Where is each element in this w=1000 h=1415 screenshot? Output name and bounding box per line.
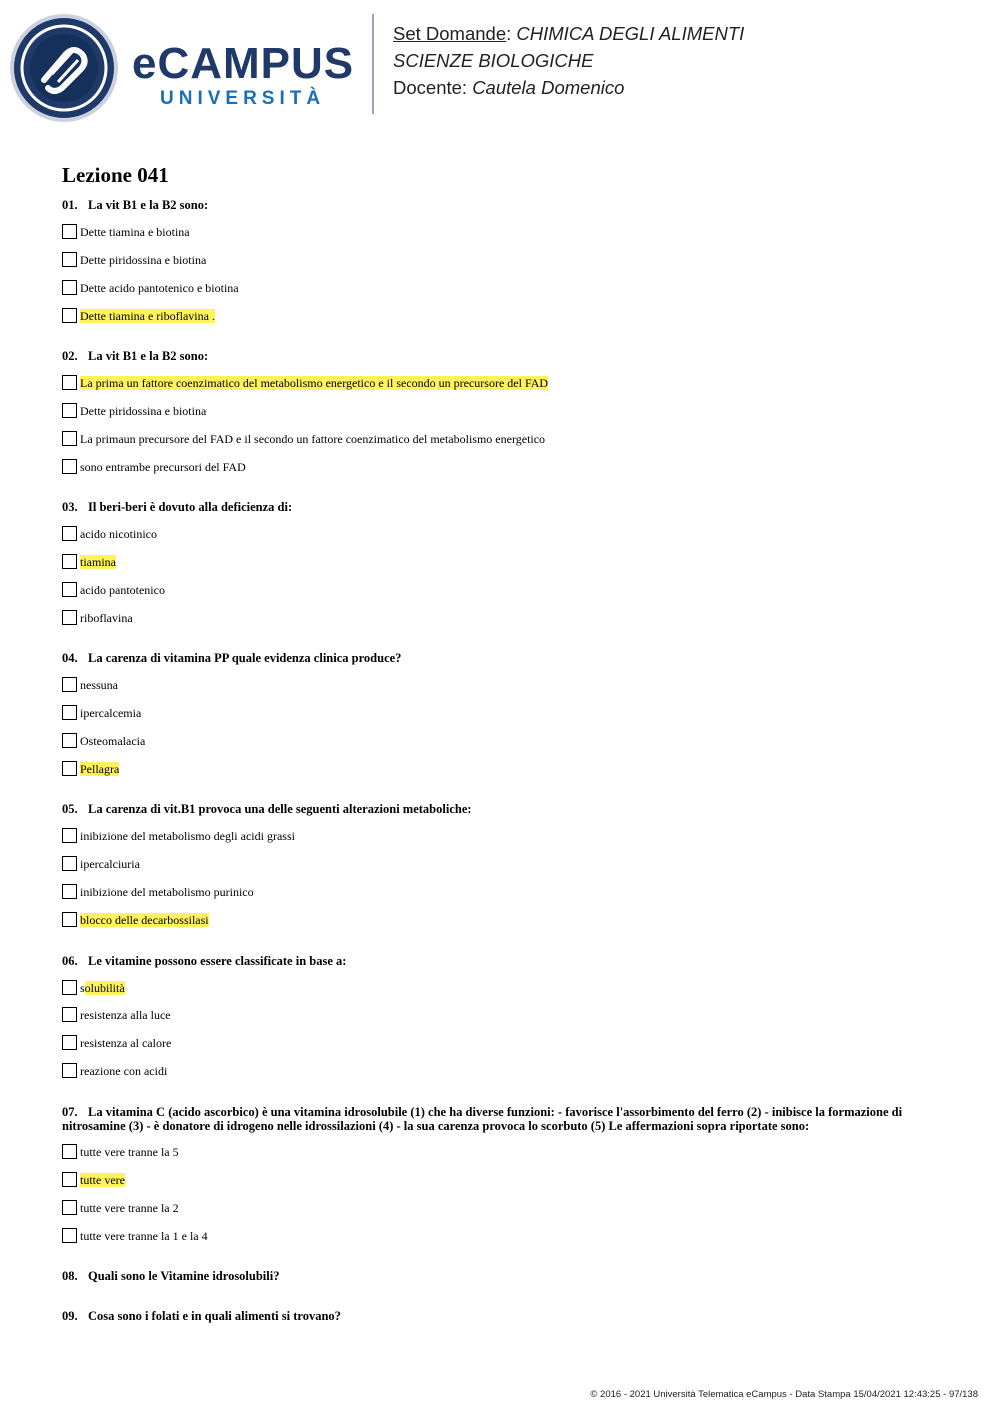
question-text: La vitamina C (acido ascorbico) è una vitamina idrosolubile (1) che ha diverse funzioni: - favorisce l'assorbimento del ferro (2) - inibisce la formazione di nitrosamine (3) - è donatore di idrogeno nelle idrossilazioni (4) - la sua carenza provoca lo scorbuto (5) Le affermazioni sopra riportate sono: bbox=[62, 1105, 903, 1133]
answer-option[interactable] bbox=[62, 582, 165, 598]
option-text: ipercalcemia bbox=[80, 706, 142, 720]
question-text: La carenza di vitamina PP quale evidenza clinica produce? bbox=[88, 651, 402, 665]
option-text: inibizione del metabolismo degli acidi grassi bbox=[80, 829, 295, 843]
option-text: inibizione del metabolismo purinico bbox=[80, 885, 254, 899]
question-text: Il beri-beri è dovuto alla deficienza di: bbox=[88, 500, 293, 514]
option-text: riboflavina bbox=[80, 611, 133, 625]
answer-option[interactable] bbox=[62, 1063, 167, 1079]
checkbox[interactable] bbox=[62, 582, 77, 597]
answer-option[interactable] bbox=[62, 1007, 171, 1023]
option-text: nessuna bbox=[80, 678, 118, 692]
answer-option[interactable] bbox=[62, 1144, 179, 1160]
answer-option[interactable] bbox=[62, 459, 246, 475]
question-text: La carenza di vit.B1 provoca una delle seguenti alterazioni metaboliche: bbox=[88, 802, 472, 816]
option-text: resistenza alla luce bbox=[80, 1008, 171, 1022]
page-header bbox=[0, 0, 1000, 130]
option-text-highlighted: tutte vere bbox=[80, 1173, 125, 1187]
answer-option[interactable] bbox=[62, 705, 141, 721]
checkbox[interactable] bbox=[62, 224, 77, 239]
set-label: Set Domande bbox=[393, 23, 507, 44]
option-text: sono entrambe precursori del FAD bbox=[80, 460, 246, 474]
checkbox[interactable] bbox=[62, 912, 77, 927]
lesson-title: Lezione 041 bbox=[62, 163, 169, 187]
question bbox=[62, 1105, 942, 1133]
ecampus-logo-icon bbox=[14, 18, 114, 118]
question-number: 04. bbox=[62, 651, 78, 665]
checkbox[interactable] bbox=[62, 761, 77, 776]
question-text: Cosa sono i folati e in quali alimenti si trovano? bbox=[88, 1309, 341, 1323]
option-text: acido pantotenico bbox=[80, 583, 165, 597]
question-number: 02. bbox=[62, 349, 78, 363]
answer-option[interactable] bbox=[62, 431, 545, 447]
answer-option[interactable] bbox=[62, 761, 119, 777]
answer-option[interactable] bbox=[62, 554, 116, 570]
option-text-prefix: s bbox=[80, 981, 85, 995]
checkbox[interactable] bbox=[62, 459, 77, 474]
checkbox[interactable] bbox=[62, 252, 77, 267]
checkbox[interactable] bbox=[62, 1172, 77, 1187]
answer-option[interactable] bbox=[62, 733, 145, 749]
question bbox=[62, 349, 942, 363]
answer-option[interactable] bbox=[62, 1035, 171, 1051]
answer-option[interactable] bbox=[62, 912, 209, 928]
answer-option[interactable] bbox=[62, 856, 140, 872]
checkbox[interactable] bbox=[62, 1144, 77, 1159]
option-text: reazione con acidi bbox=[80, 1064, 168, 1078]
question-text: Quali sono le Vitamine idrosolubili? bbox=[88, 1269, 280, 1283]
checkbox[interactable] bbox=[62, 1228, 77, 1243]
checkbox[interactable] bbox=[62, 884, 77, 899]
answer-option[interactable] bbox=[62, 884, 254, 900]
answer-option[interactable] bbox=[62, 677, 118, 693]
checkbox[interactable] bbox=[62, 375, 77, 390]
option-text-highlighted: tiamina bbox=[80, 555, 116, 569]
answer-option[interactable] bbox=[62, 610, 133, 626]
answer-option[interactable] bbox=[62, 403, 206, 419]
option-text: ipercalciuria bbox=[80, 857, 140, 871]
question-number: 05. bbox=[62, 802, 78, 816]
question bbox=[62, 1269, 942, 1283]
question bbox=[62, 651, 942, 665]
question-text: La vit B1 e la B2 sono: bbox=[88, 349, 209, 363]
checkbox[interactable] bbox=[62, 1035, 77, 1050]
checkbox[interactable] bbox=[62, 1200, 77, 1215]
option-text: acido nicotinico bbox=[80, 527, 157, 541]
option-text: La primaun precursore del FAD e il secondo un fattore coenzimatico del metabolismo energetico bbox=[80, 432, 546, 446]
header-divider bbox=[372, 14, 374, 114]
answer-option[interactable] bbox=[62, 252, 206, 268]
question-text: La vit B1 e la B2 sono: bbox=[88, 198, 209, 212]
checkbox[interactable] bbox=[62, 526, 77, 541]
option-text: Dette tiamina e biotina bbox=[80, 225, 190, 239]
answer-option[interactable] bbox=[62, 308, 215, 324]
option-text: tutte vere tranne la 1 e la 4 bbox=[80, 1229, 208, 1243]
checkbox[interactable] bbox=[62, 705, 77, 720]
option-text: Dette acido pantotenico e biotina bbox=[80, 281, 239, 295]
question-number: 06. bbox=[62, 954, 78, 968]
set-line: Set Domande: CHIMICA DEGLI ALIMENTI bbox=[393, 23, 745, 44]
checkbox[interactable] bbox=[62, 1007, 77, 1022]
option-text: Osteomalacia bbox=[80, 734, 146, 748]
checkbox[interactable] bbox=[62, 1063, 77, 1078]
question bbox=[62, 802, 942, 816]
option-text: resistenza al calore bbox=[80, 1036, 172, 1050]
checkbox[interactable] bbox=[62, 308, 77, 323]
option-text-highlighted: Dette tiamina e riboflavina . bbox=[80, 309, 215, 323]
question-number: 09. bbox=[62, 1309, 78, 1323]
teacher-label: Docente: bbox=[393, 77, 468, 98]
question-text: Le vitamine possono essere classificate in base a: bbox=[88, 954, 347, 968]
answer-option[interactable] bbox=[62, 1172, 125, 1188]
question bbox=[62, 1309, 942, 1323]
checkbox[interactable] bbox=[62, 733, 77, 748]
question bbox=[62, 198, 942, 212]
checkbox[interactable] bbox=[62, 677, 77, 692]
checkbox[interactable] bbox=[62, 403, 77, 418]
set-title: CHIMICA DEGLI ALIMENTI bbox=[516, 23, 745, 44]
page-footer: © 2016 - 2021 Università Telematica eCampus - Data Stampa 15/04/2021 12:43:25 - 97/138 bbox=[590, 1389, 978, 1400]
course-line bbox=[393, 50, 593, 72]
checkbox[interactable] bbox=[62, 431, 77, 446]
answer-option[interactable] bbox=[62, 1200, 179, 1216]
answer-option[interactable] bbox=[62, 828, 295, 844]
checkbox[interactable] bbox=[62, 828, 77, 843]
option-text-highlighted: blocco delle decarbossilasi bbox=[80, 913, 209, 927]
option-text-highlighted: La prima un fattore coenzimatico del metabolismo energetico e il secondo un precursore del FAD bbox=[80, 376, 549, 390]
answer-option[interactable] bbox=[62, 980, 125, 996]
question bbox=[62, 500, 942, 514]
option-text-highlighted: Pellagra bbox=[80, 762, 120, 776]
question-number: 03. bbox=[62, 500, 78, 514]
checkbox[interactable] bbox=[62, 610, 77, 625]
answer-option[interactable] bbox=[62, 526, 157, 542]
question-number: 07. bbox=[62, 1105, 78, 1119]
answer-option[interactable] bbox=[62, 375, 548, 391]
question-number: 01. bbox=[62, 198, 78, 212]
option-text: Dette piridossina e biotina bbox=[80, 253, 207, 267]
answer-option[interactable] bbox=[62, 224, 190, 240]
option-text: tutte vere tranne la 5 bbox=[80, 1145, 179, 1159]
checkbox[interactable] bbox=[62, 980, 77, 995]
checkbox[interactable] bbox=[62, 856, 77, 871]
option-text: Dette piridossina e biotina bbox=[80, 404, 207, 418]
checkbox[interactable] bbox=[62, 554, 77, 569]
option-text-highlighted: olubilità bbox=[84, 981, 125, 995]
option-text: tutte vere tranne la 2 bbox=[80, 1201, 179, 1215]
checkbox[interactable] bbox=[62, 280, 77, 295]
answer-option[interactable] bbox=[62, 1228, 208, 1244]
brand-name: eCAMPUS bbox=[132, 39, 355, 88]
question-number: 08. bbox=[62, 1269, 78, 1283]
teacher-line bbox=[393, 77, 624, 99]
answer-option[interactable] bbox=[62, 280, 239, 296]
teacher-name: Cautela Domenico bbox=[472, 77, 625, 98]
question bbox=[62, 954, 942, 968]
brand-subtitle: UNIVERSITÀ bbox=[160, 88, 326, 109]
course-name: SCIENZE BIOLOGICHE bbox=[393, 50, 594, 71]
